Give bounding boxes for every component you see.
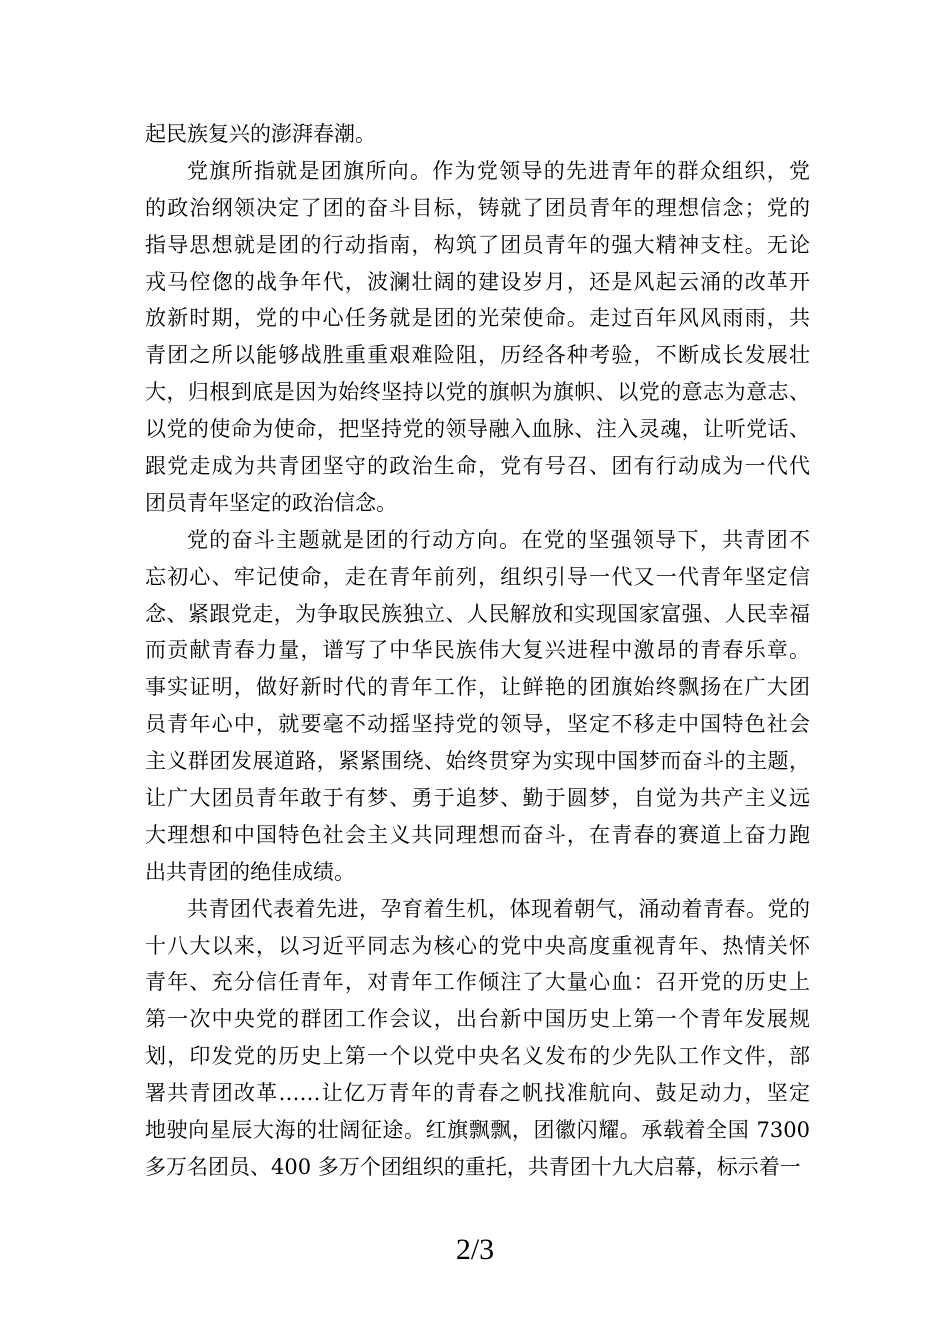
paragraph	[145, 116, 810, 153]
text-line: 起民族复兴的澎湃春潮。	[145, 122, 376, 146]
text-line: 念、紧跟党走，为争取民族独立、人民解放和实现国家富强、人民幸福	[145, 601, 810, 626]
text-line: 让广大团员青年敢于有梦、勇于追梦、勤于圆梦，自觉为共产主义远	[145, 786, 810, 811]
text-line: 团员青年坚定的政治信念。	[145, 490, 397, 515]
text-line: 划，印发党的历史上第一个以党中央名义发布的少先队工作文件，部	[145, 1044, 810, 1069]
text-line: 出共青团的绝佳成绩。	[145, 859, 355, 884]
paragraph	[145, 522, 810, 891]
text-line: 大，归根到底是因为始终坚持以党的旗帜为旗帜、以党的意志为意志、	[145, 380, 810, 405]
text-line: 主义群团发展道路，紧紧围绕、始终贯穿为实现中国梦而奋斗的主题，	[145, 749, 810, 774]
text-line: 戎马倥偬的战争年代，波澜壮阔的建设岁月，还是风起云涌的改革开	[145, 269, 810, 294]
text-line: 跟党走成为共青团坚守的政治生命，党有号召、团有行动成为一代代	[145, 454, 810, 479]
page-number: 2/3	[455, 1233, 495, 1266]
text-line: 党旗所指就是团旗所向。作为党领导的先进青年的群众组织，党	[187, 158, 810, 183]
text-line: 以党的使命为使命，把坚持党的领导融入血脉、注入灵魂，让听党话、	[145, 417, 810, 442]
text-line: 指导思想就是团的行动指南，构筑了团员青年的强大精神支柱。无论	[145, 232, 810, 257]
text-line: 第一次中央党的群团工作会议，出台新中国历史上第一个青年发展规	[145, 1007, 810, 1032]
text-line: 多万名团员、400 多万个团组织的重托，共青团十九大启幕，标示着一	[145, 1154, 801, 1179]
body-text	[145, 116, 810, 1186]
text-line: 大理想和中国特色社会主义共同理想而奋斗，在青春的赛道上奋力跑	[145, 822, 810, 847]
text-line: 事实证明，做好新时代的青年工作，让鲜艳的团旗始终飘扬在广大团	[145, 675, 810, 700]
text-line: 署共青团改革……让亿万青年的青春之帆找准航向、鼓足动力，坚定	[145, 1081, 810, 1106]
text-line: 党的奋斗主题就是团的行动方向。在党的坚强领导下，共青团不	[187, 527, 810, 552]
text-line: 忘初心、牢记使命，走在青年前列，组织引导一代又一代青年坚定信	[145, 564, 810, 589]
text-line: 青团之所以能够战胜重重艰难险阻，历经各种考验，不断成长发展壮	[145, 343, 810, 368]
text-line: 放新时期，党的中心任务就是团的光荣使命。走过百年风风雨雨，共	[145, 306, 810, 331]
paragraph	[145, 153, 810, 522]
text-line: 的政治纲领决定了团的奋斗目标，铸就了团员青年的理想信念；党的	[145, 195, 810, 220]
text-line: 十八大以来，以习近平同志为核心的党中央高度重视青年、热情关怀	[145, 933, 810, 958]
text-line: 员青年心中，就要毫不动摇坚持党的领导，坚定不移走中国特色社会	[145, 712, 810, 737]
text-line: 而贡献青春力量，谱写了中华民族伟大复兴进程中激昂的青春乐章。	[145, 638, 810, 663]
text-line: 青年、充分信任青年，对青年工作倾注了大量心血：召开党的历史上	[145, 970, 810, 995]
text-line: 地驶向星辰大海的壮阔征途。红旗飘飘，团徽闪耀。承载着全国 7300	[145, 1118, 810, 1143]
paragraph	[145, 891, 810, 1186]
text-line: 共青团代表着先进，孕育着生机，体现着朝气，涌动着青春。党的	[187, 896, 810, 921]
